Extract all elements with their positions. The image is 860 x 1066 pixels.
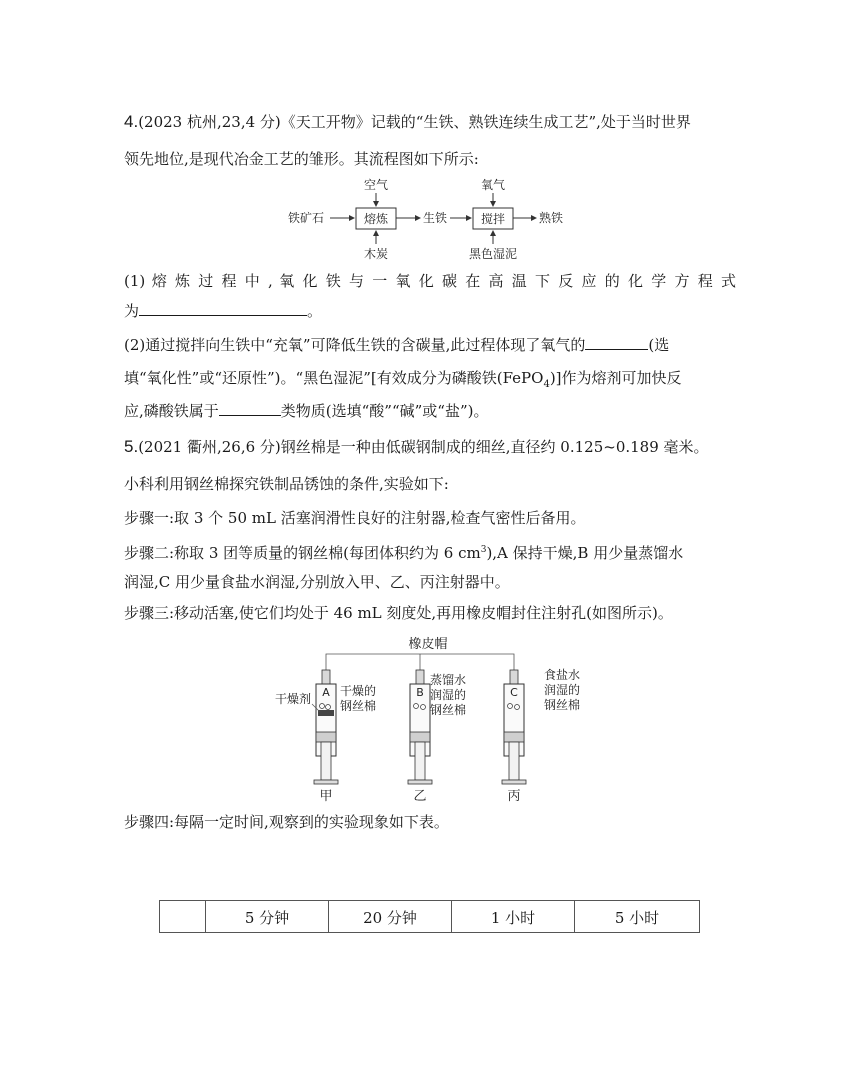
water-wool-label-1: 蒸馏水 — [430, 673, 467, 687]
syringe-label-a: A — [322, 686, 330, 699]
flow-oxygen: 氧气 — [480, 178, 506, 192]
table-header-cell — [160, 901, 206, 933]
water-wool-label-3: 钢丝棉 — [430, 703, 467, 717]
q5-step2-line1: 步骤二:称取 3 团等质量的钢丝棉(每团体积约为 6 $cm^3),A$ 保持干燥,B 用少量蒸馏水 — [124, 544, 684, 562]
q4-line1 — [124, 112, 736, 132]
syringe-experiment-figure — [272, 632, 592, 806]
cap-label: 橡皮帽 — [408, 637, 448, 652]
q4-line2: 领先地位,是现代冶金工艺的雏形。其流程图如下所示: — [124, 150, 479, 168]
table-header-cell: 5 小时 — [575, 901, 700, 933]
dry-wool-label-1: 干燥的 — [340, 684, 377, 698]
q4-stem-line1: (2023 杭州,23,4 分)《天工开物》记载的“生铁、熟铁连续生成工艺”,处于当时世界 — [138, 113, 691, 131]
q5-line1: 5.(2021 衢州,26,6 分)钢丝棉是一种由低碳钢制成的细丝,直径约 0.125~0.189 毫米。 — [124, 437, 709, 456]
desiccant-label: 干燥剂 — [275, 692, 312, 706]
flow-pig-iron: 生铁 — [423, 211, 448, 225]
q4-part2-line3: 应,磷酸铁属于 类物质(选填“酸”“碱”或“盐”)。 — [124, 402, 489, 420]
q5-number: 5. — [124, 437, 139, 456]
q5-step1: 步骤一:取 3 个 50 mL 活塞润滑性良好的注射器,检查气密性后备用。 — [124, 509, 586, 527]
answer-blank-oxygen-property[interactable] — [585, 335, 648, 350]
syringe-label-yi: 乙 — [413, 789, 427, 804]
q4-part2-line2: 填“氧化性”或“还原性”)。“黑色湿泥”[有效成分为磷酸铁(FePO$_4$)]作为熔剂可加快反 — [124, 369, 682, 390]
syringe-label-jia: 甲 — [319, 789, 333, 804]
flow-ore: 铁矿石 — [288, 211, 325, 225]
q4-part1-line1: (1) 熔 炼 过 程 中 , 氧 化 铁 与 一 氧 化 碳 在 高 温 下 反 应 的 化 学 方 程 式 — [124, 272, 736, 290]
table-header-row — [160, 901, 700, 933]
table-header-cell: 20 分钟 — [329, 901, 452, 933]
syringe-label-c: C — [510, 686, 518, 699]
syringe-label-bing: 丙 — [507, 789, 521, 804]
flow-wrought-iron: 熟铁 — [539, 211, 564, 225]
salt-wool-label-3: 钢丝棉 — [544, 698, 581, 712]
flow-stir: 搅拌 — [480, 212, 506, 226]
flow-smelt: 熔炼 — [363, 212, 389, 226]
q4-part2-line1: (2)通过搅拌向生铁中“充氧”可降低生铁的含碳量,此过程体现了氧气的 (选 — [124, 336, 670, 354]
q4-part1-line2: 为 。 — [124, 302, 323, 320]
q5-step3: 步骤三:移动活塞,使它们均处于 46 mL 刻度处,再用橡皮帽封住注射孔(如图所示)。 — [124, 604, 673, 622]
flow-air: 空气 — [363, 178, 389, 192]
water-wool-label-2: 润湿的 — [430, 688, 467, 702]
q5-step4: 步骤四:每隔一定时间,观察到的实验现象如下表。 — [124, 813, 449, 831]
dry-wool-label-2: 钢丝棉 — [340, 699, 377, 713]
salt-wool-label-1: 食盐水 — [544, 668, 581, 682]
q5-step2-line2: 润湿,C 用少量食盐水润湿,分别放入甲、乙、丙注射器中。 — [124, 573, 510, 591]
flow-black-mud: 黑色湿泥 — [468, 247, 518, 261]
answer-blank-substance-class[interactable] — [219, 401, 281, 416]
answer-blank-equation[interactable] — [139, 301, 307, 316]
syringe-label-b: B — [416, 686, 424, 699]
q5-line2: 小科利用钢丝棉探究铁制品锈蚀的条件,实验如下: — [124, 475, 449, 493]
table-header-cell: 1 小时 — [452, 901, 575, 933]
flow-charcoal: 木炭 — [363, 247, 389, 261]
observation-table — [159, 900, 700, 933]
smelting-flowchart — [286, 174, 586, 262]
salt-wool-label-2: 润湿的 — [544, 683, 581, 697]
q4-number: 4. — [124, 112, 139, 131]
table-header-cell: 5 分钟 — [206, 901, 329, 933]
